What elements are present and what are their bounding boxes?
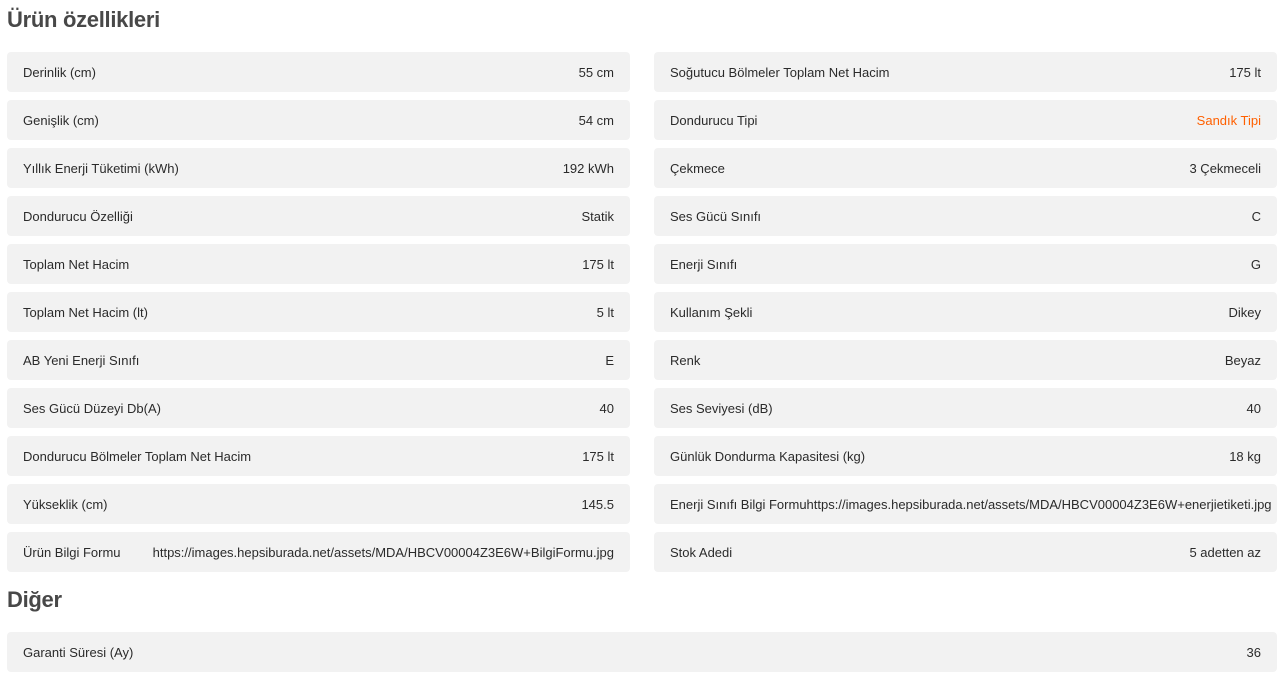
spec-label: Dondurucu Bölmeler Toplam Net Hacim (23, 448, 252, 464)
spec-row-width (7, 100, 630, 140)
other-section (7, 632, 1277, 680)
spec-row-total-net-volume-lt (7, 292, 630, 332)
spec-value: Statik (581, 208, 614, 224)
spec-row-annual-energy (7, 148, 630, 188)
spec-row-freezer-feature (7, 196, 630, 236)
specs-column-right (654, 52, 1277, 580)
spec-row-depth (7, 52, 630, 92)
spec-row-noise-level (654, 388, 1277, 428)
spec-value: Dikey (1228, 304, 1261, 320)
spec-value: 5 adetten az (1189, 544, 1261, 560)
spec-label: Toplam Net Hacim (23, 256, 130, 272)
spec-value: G (1250, 256, 1261, 272)
spec-value: 175 lt (582, 448, 614, 464)
spec-label: Soğutucu Bölmeler Toplam Net Hacim (670, 64, 890, 80)
spec-label: Renk (670, 352, 701, 368)
spec-label: Kullanım Şekli (670, 304, 753, 320)
spec-label: Ses Gücü Sınıfı (670, 208, 762, 224)
spec-row-usage-type (654, 292, 1277, 332)
spec-value: 5 lt (596, 304, 614, 320)
spec-value: 145.5 (581, 496, 614, 512)
spec-value: C (1251, 208, 1261, 224)
spec-label: Dondurucu Tipi (670, 112, 758, 128)
spec-row-freezer-type (654, 100, 1277, 140)
freezer-type-link[interactable]: Sandık Tipi (1196, 112, 1261, 128)
spec-label: Çekmece (670, 160, 725, 176)
spec-row-product-info-form (7, 532, 630, 572)
spec-value: 36 (1246, 644, 1261, 660)
spec-row-sound-power-level (7, 388, 630, 428)
spec-value: E (605, 352, 614, 368)
spec-value: 55 cm (578, 64, 614, 80)
spec-label: Dondurucu Özelliği (23, 208, 133, 224)
spec-label: Genişlik (cm) (23, 112, 99, 128)
spec-row-energy-info-form (654, 484, 1277, 524)
spec-row-cooler-compartment-volume (654, 52, 1277, 92)
spec-label: Toplam Net Hacim (lt) (23, 304, 148, 320)
spec-row-warranty (7, 632, 1277, 672)
spec-value: 40 (599, 400, 614, 416)
spec-row-stock-count (654, 532, 1277, 572)
specs-column-left (7, 52, 630, 580)
spec-row-drawer (654, 148, 1277, 188)
section-title-other: Diğer (7, 587, 62, 612)
section-title-product-specs: Ürün özellikleri (7, 7, 160, 32)
spec-row-daily-freezing-capacity (654, 436, 1277, 476)
spec-label: Enerji Sınıfı (670, 256, 738, 272)
spec-label: Enerji Sınıfı Bilgi Formu (670, 496, 807, 512)
spec-label: Günlük Dondurma Kapasitesi (kg) (670, 448, 866, 464)
spec-label: Derinlik (cm) (23, 64, 96, 80)
spec-row-freezer-compartment-volume (7, 436, 630, 476)
energy-info-form-link[interactable]: https://images.hepsiburada.net/assets/MDA/HBCV00004Z3E6W+enerjietiketi.jpg (806, 496, 1272, 512)
spec-row-sound-power-class (654, 196, 1277, 236)
spec-value: Beyaz (1224, 352, 1261, 368)
spec-row-color (654, 340, 1277, 380)
spec-row-energy-class (654, 244, 1277, 284)
spec-row-total-net-volume (7, 244, 630, 284)
spec-label: Ses Gücü Düzeyi Db(A) (23, 400, 161, 416)
spec-value: 54 cm (578, 112, 614, 128)
spec-value: 192 kWh (562, 160, 614, 176)
spec-value: 3 Çekmeceli (1189, 160, 1261, 176)
spec-value: 175 lt (1229, 64, 1261, 80)
spec-value: 175 lt (582, 256, 614, 272)
spec-row-eu-energy-class (7, 340, 630, 380)
spec-label: Ürün Bilgi Formu (23, 544, 121, 560)
spec-label: Yıllık Enerji Tüketimi (kWh) (23, 160, 179, 176)
spec-row-height (7, 484, 630, 524)
spec-label: AB Yeni Enerji Sınıfı (23, 352, 140, 368)
product-info-form-link[interactable]: https://images.hepsiburada.net/assets/MDA/HBCV00004Z3E6W+BilgiFormu.jpg (152, 544, 614, 560)
spec-label: Garanti Süresi (Ay) (23, 644, 134, 660)
spec-value: 40 (1246, 400, 1261, 416)
spec-label: Ses Seviyesi (dB) (670, 400, 773, 416)
spec-label: Stok Adedi (670, 544, 733, 560)
spec-value: 18 kg (1229, 448, 1261, 464)
spec-label: Yükseklik (cm) (23, 496, 108, 512)
